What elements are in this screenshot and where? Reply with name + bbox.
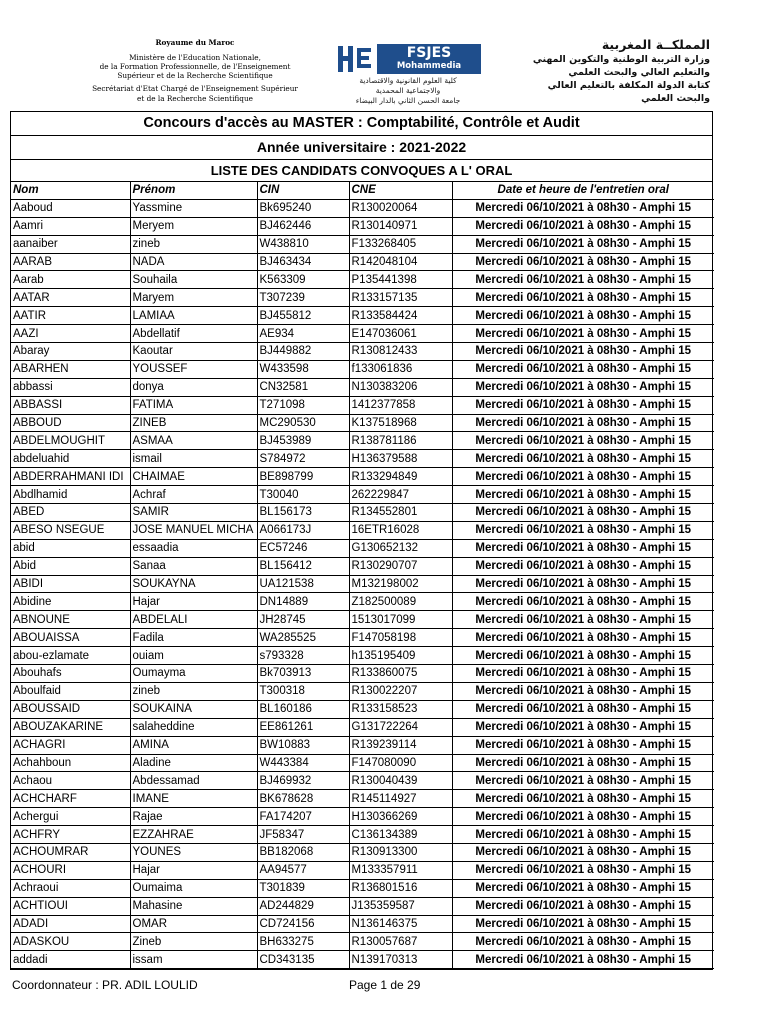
cell-date: Mercredi 06/10/2021 à 08h30 - Amphi 15 [452,378,714,396]
table-row [11,808,714,826]
logo-arabic-text [333,76,483,106]
table-row [11,826,714,844]
cell-nom: ABBASSI [11,396,130,414]
cell-nom: addadi [11,951,130,969]
ministry-line: Supérieur et de la Recherche Scientifique [117,71,273,81]
cell-cne: G130652132 [349,539,452,557]
cell-prenom: Kaoutar [130,343,257,361]
cell-cin: BE898799 [257,468,349,486]
cell-nom: Abaray [11,343,130,361]
logo-arabic-line: كلية العلوم القانونية والاقتصادية [359,76,457,85]
cell-cne: K137518968 [349,414,452,432]
column-header-nom: Nom [11,182,130,199]
cell-nom: abou-ezlamate [11,647,130,665]
cell-cne: N139170313 [349,951,452,969]
coordinator-label: Coordonnateur : PR. ADIL LOULID [12,978,198,992]
cell-prenom: ASMAA [130,432,257,450]
cell-cne: N130383206 [349,378,452,396]
cell-prenom: salaheddine [130,718,257,736]
cell-cin: WA285525 [257,629,349,647]
cell-cne: R130140971 [349,217,452,235]
cell-date: Mercredi 06/10/2021 à 08h30 - Amphi 15 [452,915,714,933]
cell-prenom: Sanaa [130,557,257,575]
cell-nom: ABOUZAKARINE [11,718,130,736]
cell-cin: JH28745 [257,611,349,629]
cell-date: Mercredi 06/10/2021 à 08h30 - Amphi 15 [452,575,714,593]
cell-cne: P135441398 [349,271,452,289]
cell-cin: CD724156 [257,915,349,933]
cell-cin: AA94577 [257,861,349,879]
cell-cne: R145114927 [349,790,452,808]
cell-nom: ACHAGRI [11,736,130,754]
cell-cin: UA121538 [257,575,349,593]
header-ministry-ar [510,36,710,105]
cell-date: Mercredi 06/10/2021 à 08h30 - Amphi 15 [452,360,714,378]
candidates-sheet [10,111,713,970]
ministry-line-ar: وزارة التربية الوطنية والتكوين المهني [532,54,710,65]
cell-date: Mercredi 06/10/2021 à 08h30 - Amphi 15 [452,897,714,915]
ministry-line-ar: والبحث العلمي [641,93,710,104]
cell-cne: H136379588 [349,450,452,468]
cell-date: Mercredi 06/10/2021 à 08h30 - Amphi 15 [452,450,714,468]
cell-cin: T30040 [257,486,349,504]
table-row [11,593,714,611]
cell-cne: C136134389 [349,826,452,844]
cell-cne: R130022207 [349,682,452,700]
cell-nom: ABNOUNE [11,611,130,629]
cell-cne: h135195409 [349,647,452,665]
cell-cin: A066173J [257,521,349,539]
cell-prenom: Rajae [130,808,257,826]
cell-cne: 1412377858 [349,396,452,414]
cell-prenom: Aladine [130,754,257,772]
column-header-date: Date et heure de l'entretien oral [452,182,714,199]
cell-cin: BB182068 [257,843,349,861]
ministry-line-ar: والتعليم العالي والبحث العلمي [568,67,710,78]
cell-date: Mercredi 06/10/2021 à 08h30 - Amphi 15 [452,557,714,575]
table-row [11,718,714,736]
cell-cin: T301839 [257,879,349,897]
cell-date: Mercredi 06/10/2021 à 08h30 - Amphi 15 [452,951,714,969]
cell-date: Mercredi 06/10/2021 à 08h30 - Amphi 15 [452,199,714,217]
table-row [11,199,714,217]
cell-cne: R142048104 [349,253,452,271]
cell-date: Mercredi 06/10/2021 à 08h30 - Amphi 15 [452,754,714,772]
cell-cin: BK678628 [257,790,349,808]
cell-nom: Aboulfaid [11,682,130,700]
cell-prenom: Yassmine [130,199,257,217]
cell-date: Mercredi 06/10/2021 à 08h30 - Amphi 15 [452,665,714,683]
cell-prenom: Abdessamad [130,772,257,790]
table-row [11,665,714,683]
cell-cne: M132198002 [349,575,452,593]
table-row [11,682,714,700]
cell-prenom: SAMIR [130,504,257,522]
cell-prenom: ouiam [130,647,257,665]
table-row [11,933,714,951]
column-header-prenom: Prénom [130,182,257,199]
cell-prenom: ismail [130,450,257,468]
ministry-line-ar: كتابة الدولة المكلفة بالتعليم العالي [547,80,710,91]
table-row [11,897,714,915]
cell-nom: ABED [11,504,130,522]
table-row [11,879,714,897]
cell-prenom: CHAIMAE [130,468,257,486]
cell-prenom: Zineb [130,933,257,951]
logo-brand-city: Mohammedia [396,61,462,71]
cell-cin: BW10883 [257,736,349,754]
cell-nom: Abdlhamid [11,486,130,504]
cell-cin: MC290530 [257,414,349,432]
cell-prenom: ZINEB [130,414,257,432]
kingdom-label-fr: Royaume du Maroc [155,38,235,47]
ministry-line: Ministère de l'Education Nationale, [129,53,261,63]
table-row [11,951,714,969]
cell-nom: Achraoui [11,879,130,897]
cell-date: Mercredi 06/10/2021 à 08h30 - Amphi 15 [452,343,714,361]
table-row [11,736,714,754]
cell-nom: ACHFRY [11,826,130,844]
secretariat-line: et de la Recherche Scientifique [137,93,253,103]
secretariat-line: Secrétariat d'Etat Chargé de l'Enseignement Supérieur [92,84,298,94]
table-row [11,253,714,271]
cell-prenom: NADA [130,253,257,271]
cell-prenom: Achraf [130,486,257,504]
cell-prenom: FATIMA [130,396,257,414]
cell-cne: R130913300 [349,843,452,861]
cell-nom: AATIR [11,307,130,325]
cell-cne: R136801516 [349,879,452,897]
kingdom-label-ar: المملكــة المغربية [601,37,710,52]
cell-nom: Abouhafs [11,665,130,683]
cell-cin: T271098 [257,396,349,414]
cell-cne: R133860075 [349,665,452,683]
page-title: Concours d'accès au MASTER : Comptabilité, Contrôle et Audit [11,112,712,136]
cell-nom: Aaboud [11,199,130,217]
cell-date: Mercredi 06/10/2021 à 08h30 - Amphi 15 [452,414,714,432]
cell-prenom: essaadia [130,539,257,557]
table-row [11,378,714,396]
cell-date: Mercredi 06/10/2021 à 08h30 - Amphi 15 [452,629,714,647]
table-header-row [11,182,714,199]
cell-nom: ACHCHARF [11,790,130,808]
cell-date: Mercredi 06/10/2021 à 08h30 - Amphi 15 [452,307,714,325]
table-row [11,289,714,307]
cell-date: Mercredi 06/10/2021 à 08h30 - Amphi 15 [452,271,714,289]
cell-date: Mercredi 06/10/2021 à 08h30 - Amphi 15 [452,486,714,504]
header-ministry-fr [70,38,320,103]
page-number: Page 1 de 29 [349,978,421,992]
cell-cin: BJ453989 [257,432,349,450]
list-title: LISTE DES CANDIDATS CONVOQUES A L' ORAL [11,160,712,182]
cell-cne: G131722264 [349,718,452,736]
cell-nom: ABIDI [11,575,130,593]
cell-date: Mercredi 06/10/2021 à 08h30 - Amphi 15 [452,682,714,700]
cell-prenom: Mahasine [130,897,257,915]
cell-cne: R133158523 [349,700,452,718]
cell-cin: CN32581 [257,378,349,396]
cell-date: Mercredi 06/10/2021 à 08h30 - Amphi 15 [452,826,714,844]
cell-cin: AE934 [257,325,349,343]
cell-nom: ADASKOU [11,933,130,951]
cell-date: Mercredi 06/10/2021 à 08h30 - Amphi 15 [452,217,714,235]
cell-cin: T307239 [257,289,349,307]
cell-cin: EE861261 [257,718,349,736]
cell-cin: s793328 [257,647,349,665]
table-row [11,629,714,647]
logo-brand [377,44,481,74]
table-row [11,861,714,879]
cell-nom: AATAR [11,289,130,307]
cell-prenom: Abdellatif [130,325,257,343]
cell-date: Mercredi 06/10/2021 à 08h30 - Amphi 15 [452,253,714,271]
table-row [11,772,714,790]
cell-cne: R130020064 [349,199,452,217]
cell-cin: BJ469932 [257,772,349,790]
cell-date: Mercredi 06/10/2021 à 08h30 - Amphi 15 [452,700,714,718]
cell-cin: W433598 [257,360,349,378]
table-row [11,557,714,575]
cell-prenom: YOUNES [130,843,257,861]
cell-cin: FA174207 [257,808,349,826]
cell-cin: BJ455812 [257,307,349,325]
cell-prenom: LAMIAA [130,307,257,325]
cell-cne: M133357911 [349,861,452,879]
cell-date: Mercredi 06/10/2021 à 08h30 - Amphi 15 [452,772,714,790]
cell-cin: AD244829 [257,897,349,915]
cell-date: Mercredi 06/10/2021 à 08h30 - Amphi 15 [452,593,714,611]
cell-cin: BJ449882 [257,343,349,361]
cell-nom: abbassi [11,378,130,396]
cell-nom: Achahboun [11,754,130,772]
cell-cne: F147080090 [349,754,452,772]
cell-cne: R139239114 [349,736,452,754]
table-row [11,486,714,504]
table-row [11,343,714,361]
cell-cne: R133294849 [349,468,452,486]
logo-brand-name: FSJES [406,45,452,61]
table-row [11,647,714,665]
table-row [11,504,714,522]
cell-cne: f133061836 [349,360,452,378]
cell-prenom: SOUKAINA [130,700,257,718]
cell-nom: abdeluahid [11,450,130,468]
table-row [11,307,714,325]
cell-prenom: EZZAHRAE [130,826,257,844]
cell-date: Mercredi 06/10/2021 à 08h30 - Amphi 15 [452,325,714,343]
cell-cne: R130057687 [349,933,452,951]
cell-nom: ADADI [11,915,130,933]
cell-prenom: IMANE [130,790,257,808]
cell-date: Mercredi 06/10/2021 à 08h30 - Amphi 15 [452,396,714,414]
cell-prenom: Meryem [130,217,257,235]
cell-nom: Aamri [11,217,130,235]
cell-nom: ABOUAISSA [11,629,130,647]
cell-nom: ABBOUD [11,414,130,432]
cell-prenom: ABDELALI [130,611,257,629]
table-row [11,217,714,235]
cell-cin: BJ463434 [257,253,349,271]
cell-nom: ABESO NSEGUE [11,521,130,539]
cell-prenom: SOUKAYNA [130,575,257,593]
cell-cne: Z182500089 [349,593,452,611]
cell-cne: R133157135 [349,289,452,307]
table-row [11,790,714,808]
table-row [11,754,714,772]
cell-date: Mercredi 06/10/2021 à 08h30 - Amphi 15 [452,432,714,450]
cell-cin: Bk703913 [257,665,349,683]
column-header-cin: CIN [257,182,349,199]
academic-year: Année universitaire : 2021-2022 [11,136,712,160]
cell-date: Mercredi 06/10/2021 à 08h30 - Amphi 15 [452,611,714,629]
cell-nom: Achaou [11,772,130,790]
cell-cne: R130812433 [349,343,452,361]
table-row [11,843,714,861]
logo-arabic-line: جامعة الحسن الثاني بالدار البيضاء [355,96,461,105]
cell-date: Mercredi 06/10/2021 à 08h30 - Amphi 15 [452,647,714,665]
logo-arabic-line: والاجتماعية المحمدية [375,86,441,95]
table-row [11,432,714,450]
cell-date: Mercredi 06/10/2021 à 08h30 - Amphi 15 [452,521,714,539]
cell-prenom: Souhaila [130,271,257,289]
cell-cne: 16ETR16028 [349,521,452,539]
cell-cin: BL160186 [257,700,349,718]
cell-cne: R130290707 [349,557,452,575]
cell-nom: Aarab [11,271,130,289]
cell-cne: F133268405 [349,235,452,253]
cell-nom: ACHTIOUI [11,897,130,915]
cell-cin: Bk695240 [257,199,349,217]
cell-prenom: issam [130,951,257,969]
cell-cne: R130040439 [349,772,452,790]
table-row [11,271,714,289]
cell-nom: Abidine [11,593,130,611]
cell-cne: J135359587 [349,897,452,915]
cell-nom: ABDERRAHMANI IDI [11,468,130,486]
table-row [11,360,714,378]
cell-nom: ACHOUMRAR [11,843,130,861]
cell-prenom: donya [130,378,257,396]
cell-cne: R134552801 [349,504,452,522]
cell-cin: BL156173 [257,504,349,522]
cell-cin: BL156412 [257,557,349,575]
table-row [11,521,714,539]
cell-nom: Abid [11,557,130,575]
table-row [11,235,714,253]
cell-cin: BH633275 [257,933,349,951]
cell-prenom: Hajar [130,593,257,611]
table-row [11,700,714,718]
cell-prenom: zineb [130,235,257,253]
cell-date: Mercredi 06/10/2021 à 08h30 - Amphi 15 [452,808,714,826]
cell-prenom: Maryem [130,289,257,307]
cell-cin: JF58347 [257,826,349,844]
cell-nom: ABDELMOUGHIT [11,432,130,450]
column-header-cne: CNE [349,182,452,199]
cell-prenom: Hajar [130,861,257,879]
table-row [11,539,714,557]
ministry-line: de la Formation Professionnelle, de l'Enseignement [99,62,291,72]
cell-prenom: Oumayma [130,665,257,683]
cell-cne: 262229847 [349,486,452,504]
table-row [11,325,714,343]
cell-date: Mercredi 06/10/2021 à 08h30 - Amphi 15 [452,790,714,808]
cell-prenom: Fadila [130,629,257,647]
candidates-table [11,182,714,969]
cell-date: Mercredi 06/10/2021 à 08h30 - Amphi 15 [452,861,714,879]
cell-cin: S784972 [257,450,349,468]
cell-date: Mercredi 06/10/2021 à 08h30 - Amphi 15 [452,235,714,253]
cell-prenom: YOUSSEF [130,360,257,378]
cell-cne: H130366269 [349,808,452,826]
cell-date: Mercredi 06/10/2021 à 08h30 - Amphi 15 [452,736,714,754]
cell-cin: CD343135 [257,951,349,969]
cell-date: Mercredi 06/10/2021 à 08h30 - Amphi 15 [452,289,714,307]
table-row [11,611,714,629]
cell-date: Mercredi 06/10/2021 à 08h30 - Amphi 15 [452,718,714,736]
cell-nom: aanaiber [11,235,130,253]
cell-nom: AARAB [11,253,130,271]
cell-nom: ABARHEN [11,360,130,378]
cell-cin: K563309 [257,271,349,289]
cell-prenom: AMINA [130,736,257,754]
cell-cin: T300318 [257,682,349,700]
table-row [11,915,714,933]
cell-cne: N136146375 [349,915,452,933]
cell-date: Mercredi 06/10/2021 à 08h30 - Amphi 15 [452,539,714,557]
cell-cne: R138781186 [349,432,452,450]
table-row [11,450,714,468]
cell-cne: F147058198 [349,629,452,647]
table-row [11,396,714,414]
cell-nom: AAZI [11,325,130,343]
cell-nom: ABOUSSAID [11,700,130,718]
cell-cne: R133584424 [349,307,452,325]
cell-cin: BJ462446 [257,217,349,235]
cell-prenom: Oumaima [130,879,257,897]
cell-prenom: OMAR [130,915,257,933]
cell-prenom: JOSE MANUEL MICHA [130,521,257,539]
cell-nom: Achergui [11,808,130,826]
cell-nom: ACHOURI [11,861,130,879]
cell-prenom: zineb [130,682,257,700]
cell-cne: E147036061 [349,325,452,343]
cell-cin: W438810 [257,235,349,253]
cell-date: Mercredi 06/10/2021 à 08h30 - Amphi 15 [452,933,714,951]
cell-date: Mercredi 06/10/2021 à 08h30 - Amphi 15 [452,504,714,522]
cell-nom: abid [11,539,130,557]
cell-cin: DN14889 [257,593,349,611]
table-row [11,575,714,593]
cell-cin: EC57246 [257,539,349,557]
cell-date: Mercredi 06/10/2021 à 08h30 - Amphi 15 [452,879,714,897]
faculty-emblem-icon [335,44,375,74]
table-row [11,414,714,432]
cell-cne: 1513017099 [349,611,452,629]
cell-date: Mercredi 06/10/2021 à 08h30 - Amphi 15 [452,468,714,486]
faculty-logo [333,42,483,108]
table-row [11,468,714,486]
cell-cin: W443384 [257,754,349,772]
cell-date: Mercredi 06/10/2021 à 08h30 - Amphi 15 [452,843,714,861]
